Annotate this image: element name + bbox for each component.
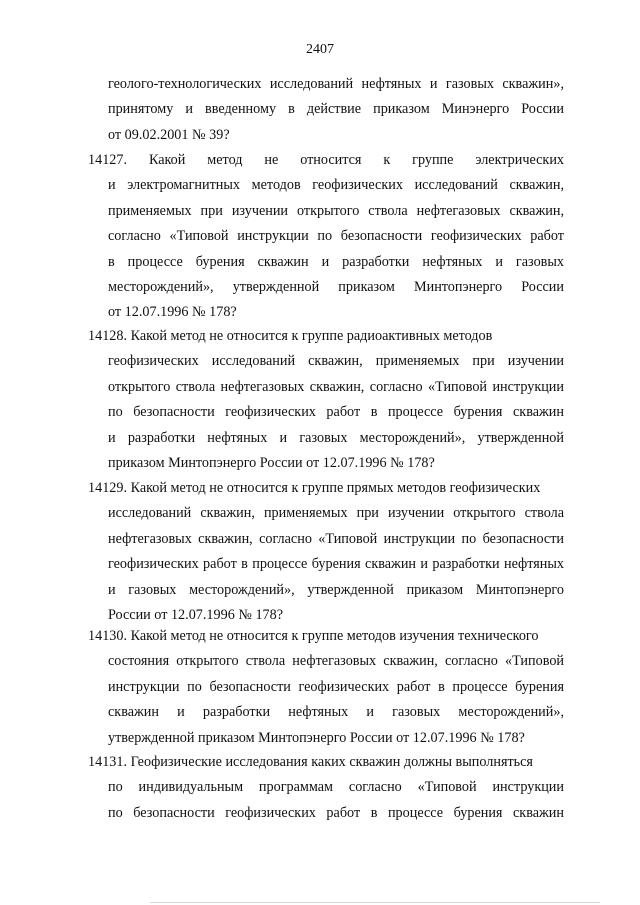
text-line: Какой метод не относится к группе электрических bbox=[148, 152, 564, 168]
question-number: 14131. bbox=[88, 754, 128, 770]
text-line: в процессе бурения скважин и разработки нефтяных и газовых bbox=[108, 253, 564, 270]
text-line: Геофизические исследования каких скважин должны выполняться bbox=[130, 754, 533, 770]
text-line: Какой метод не относится к группе радиоактивных методов bbox=[130, 328, 493, 344]
question-number: 14130. bbox=[88, 628, 128, 644]
text-line: Какой метод не относится к группе методов изучения технического bbox=[130, 628, 539, 644]
question-number: 14128. bbox=[88, 328, 128, 344]
question-first-line bbox=[88, 750, 564, 775]
text-line: исследований скважин, применяемых при изучении открытого ствола bbox=[108, 505, 564, 522]
question-14131 bbox=[88, 750, 564, 826]
text-line: и разработки нефтяных и газовых месторождений», утвержденной bbox=[108, 429, 564, 446]
question-first-line bbox=[88, 476, 564, 501]
text-line: по безопасности геофизических работ в процессе бурения скважин bbox=[108, 804, 564, 821]
question-14130 bbox=[88, 624, 564, 751]
text-line: по безопасности геофизических работ в процессе бурения скважин bbox=[108, 404, 564, 421]
question-number: 14129. bbox=[88, 480, 128, 496]
text-line: геолого-технологических исследований нефтяных и газовых скважин», bbox=[108, 76, 564, 92]
question-14129 bbox=[88, 476, 564, 628]
text-line: инструкции по безопасности геофизических работ в процессе бурения bbox=[108, 678, 564, 695]
text-line: России от 12.07.1996 № 178? bbox=[108, 606, 284, 623]
text-line: состояния открытого ствола нефтегазовых скважин, согласно «Типовой bbox=[108, 653, 564, 670]
question-14127 bbox=[88, 148, 564, 326]
question-14128 bbox=[88, 324, 564, 476]
text-line: открытого ствола нефтегазовых скважин, согласно «Типовой инструкции bbox=[108, 378, 564, 395]
text-line: геофизических работ в процессе бурения скважин и разработки нефтяных bbox=[108, 556, 564, 573]
text-line: приказом Минтопэнерго России от 12.07.1996 № 178? bbox=[108, 454, 435, 471]
text-line: и электромагнитных методов геофизических исследований скважин, bbox=[108, 177, 564, 194]
text-line: принятому и введенному в действие приказом Минэнерго России bbox=[108, 101, 564, 118]
text-line: по индивидуальным программам согласно «Типовой инструкции bbox=[108, 779, 564, 796]
continuation-paragraph bbox=[88, 72, 564, 148]
text-line: от 09.02.2001 № 39? bbox=[108, 126, 230, 143]
text-line: применяемых при изучении открытого ствола нефтегазовых скважин, bbox=[108, 202, 564, 219]
text-line: геофизических исследований скважин, применяемых при изучении bbox=[108, 353, 564, 370]
question-first-line bbox=[88, 624, 564, 649]
text-line: согласно «Типовой инструкции по безопасности геофизических работ bbox=[108, 228, 564, 245]
text-line: от 12.07.1996 № 178? bbox=[108, 304, 237, 321]
text-line: Какой метод не относится к группе прямых методов геофизических bbox=[130, 480, 541, 496]
question-number: 14127. bbox=[88, 152, 128, 168]
text-line: нефтегазовых скважин, согласно «Типовой инструкции по безопасности bbox=[108, 530, 564, 547]
question-first-line bbox=[88, 324, 564, 349]
page-number: 2407 bbox=[306, 42, 334, 57]
text-line: скважин и разработки нефтяных и газовых месторождений», bbox=[108, 704, 564, 721]
text-line: месторождений», утвержденной приказом Минтопэнерго России bbox=[108, 278, 564, 295]
text-line: и газовых месторождений», утвержденной приказом Минтопэнерго bbox=[108, 581, 564, 598]
text-line: утвержденной приказом Минтопэнерго России от 12.07.1996 № 178? bbox=[108, 729, 525, 746]
scan-edge-divider bbox=[150, 902, 600, 903]
question-first-line bbox=[88, 148, 564, 173]
